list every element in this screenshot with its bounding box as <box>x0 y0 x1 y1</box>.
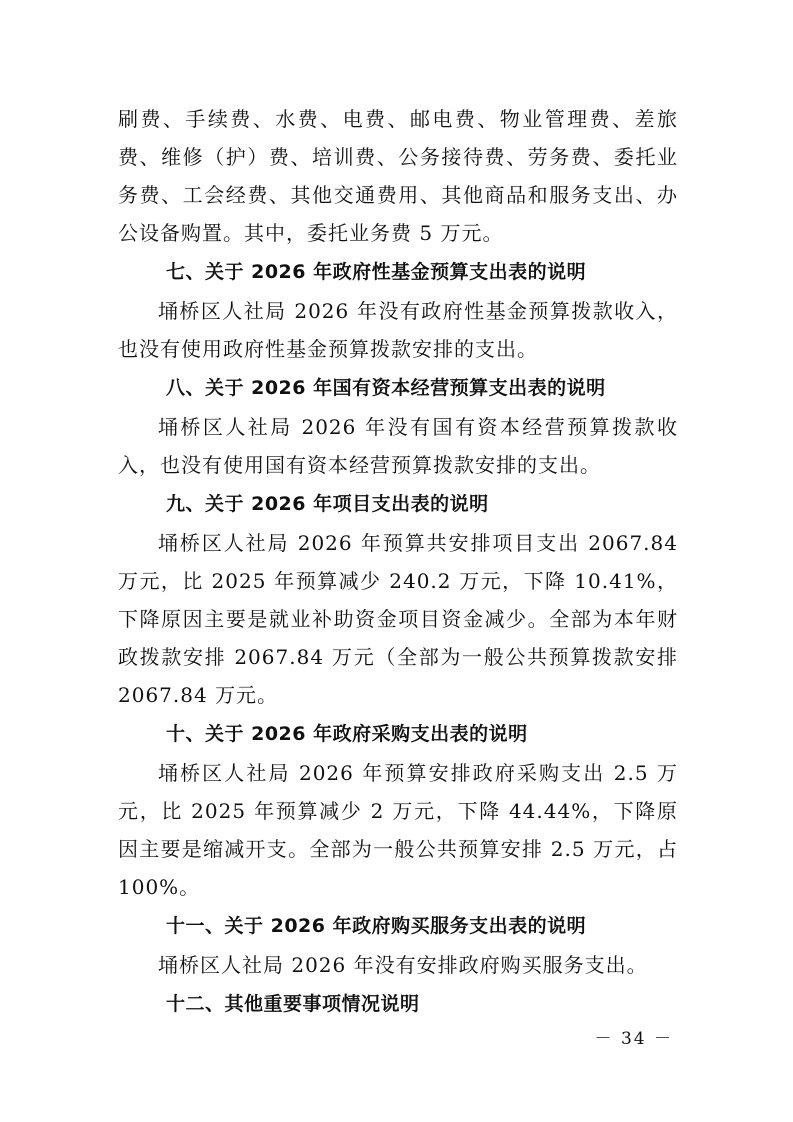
section-heading-9: 九、关于 2026 年项目支出表的说明 <box>166 493 489 515</box>
section-heading-7: 七、关于 2026 年政府性基金预算支出表的说明 <box>166 261 587 283</box>
section-body-11: 埇桥区人社局 2026 年没有安排政府购买服务支出。 <box>158 953 648 977</box>
section-body-9: 埇桥区人社局 2026 年预算共安排项目支出 2067.84 万元，比 2025 年预算减少 240.2 万元，下降 10.41%，下降原因主要是就业补助资金项目资金减少。全部为本年财政拨款安排 2067.84 万元（全部为一般公共预算拨款安排 2067.84 万元。 <box>118 531 678 707</box>
document-body <box>118 100 678 1024</box>
section-heading-12: 十二、其他重要事项情况说明 <box>166 993 420 1015</box>
page-number: － 34 － <box>594 1029 673 1049</box>
section-heading-8: 八、关于 2026 年国有资本经营预算支出表的说明 <box>166 377 606 399</box>
section-body-8: 埇桥区人社局 2026 年没有国有资本经营预算拨款收入，也没有使用国有资本经营预算拨款安排的支出。 <box>118 415 678 477</box>
intro-paragraph: 刷费、手续费、水费、电费、邮电费、物业管理费、差旅费、维修（护）费、培训费、公务接待费、劳务费、委托业务费、工会经费、其他交通费用、其他商品和服务支出、办公设备购置。其中，委托业务费 5 万元。 <box>118 107 678 245</box>
section-heading-11: 十一、关于 2026 年政府购买服务支出表的说明 <box>166 915 587 937</box>
section-body-7: 埇桥区人社局 2026 年没有政府性基金预算拨款收入，也没有使用政府性基金预算拨款安排的支出。 <box>118 299 678 361</box>
section-heading-10: 十、关于 2026 年政府采购支出表的说明 <box>166 723 528 745</box>
section-body-10: 埇桥区人社局 2026 年预算安排政府采购支出 2.5 万元，比 2025 年预算减少 2 万元，下降 44.44%，下降原因主要是缩减开支。全部为一般公共预算安排 2.5 万元，占 100%。 <box>118 761 678 899</box>
